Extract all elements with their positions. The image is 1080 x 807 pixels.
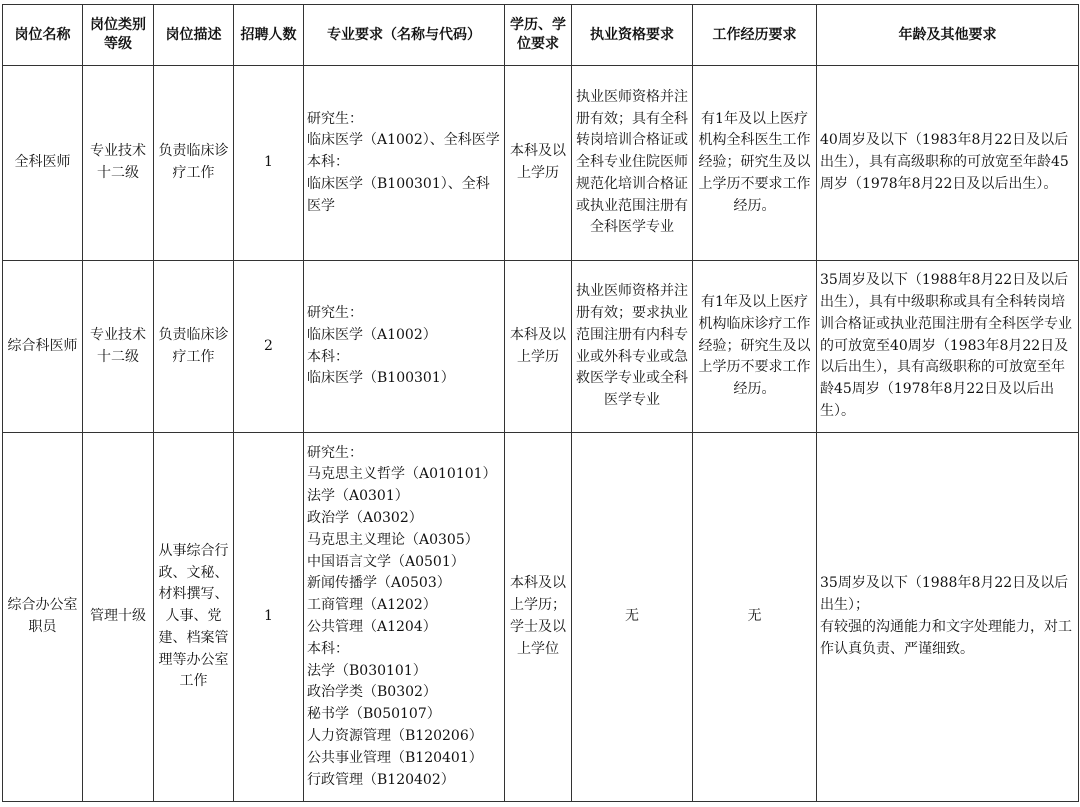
cell-position-name: 全科医师 xyxy=(3,66,83,261)
other-text: 40周岁及以下（1983年8月22日及以后出生），具有高级职称的可放宽至年龄45周岁（1978年8月22日及以后出生）。 xyxy=(820,132,1069,192)
cell-experience: 有1年及以上医疗机构临床诊疗工作经验；研究生及以上学历不要求工作经历。 xyxy=(693,261,817,433)
header-age-other: 年龄及其他要求 xyxy=(817,5,1079,66)
table-row xyxy=(3,261,1079,433)
cell-major-requirement xyxy=(304,261,505,433)
header-description: 岗位描述 xyxy=(154,5,234,66)
cell-major-requirement xyxy=(304,66,505,261)
header-headcount: 招聘人数 xyxy=(234,5,304,66)
header-qualification: 执业资格要求 xyxy=(572,5,693,66)
cell-qualification: 无 xyxy=(572,433,693,802)
cell-category-level: 专业技术十二级 xyxy=(83,66,154,261)
cell-description: 负责临床诊疗工作 xyxy=(154,261,234,433)
cell-experience: 无 xyxy=(693,433,817,802)
cell-major-requirement xyxy=(304,433,505,802)
major-text: 研究生： 马克思主义哲学（A010101） 法学（A0301） 政治学（A0302） 马克思主义理论（A0305） 中国语言文学（A0501） 新闻传播学（A0503） 工商管理（A1202） 公共管理（A1204） 本科： 法学（B030101） 政治学类（B0302） 秘书学（B050107） 人力资源管理（B120206） 公共事业管理（B120401） 行政管理（B120402） xyxy=(307,444,497,788)
cell-education: 本科及以上学历 xyxy=(505,261,572,433)
header-experience: 工作经历要求 xyxy=(693,5,817,66)
cell-experience: 有1年及以上医疗机构全科医生工作经验；研究生及以上学历不要求工作经历。 xyxy=(693,66,817,261)
cell-description: 从事综合行政、文秘、材料撰写、人事、党建、档案管理等办公室工作 xyxy=(154,433,234,802)
cell-age-other xyxy=(817,433,1079,802)
cell-age-other xyxy=(817,66,1079,261)
cell-headcount: 1 xyxy=(234,66,304,261)
other-text: 35周岁及以下（1988年8月22日及以后出生）； 有较强的沟通能力和文字处理能力，对工作认真负责、严谨细致。 xyxy=(820,575,1072,657)
cell-age-other xyxy=(817,261,1079,433)
header-position-name: 岗位名称 xyxy=(3,5,83,66)
header-major-requirement: 专业要求（名称与代码） xyxy=(304,5,505,66)
header-category-level: 岗位类别等级 xyxy=(83,5,154,66)
major-text: 研究生： 临床医学（A1002）、全科医学 本科： 临床医学（B100301）、全科医学 xyxy=(307,110,500,214)
table-row xyxy=(3,433,1079,802)
cell-headcount: 1 xyxy=(234,433,304,802)
cell-position-name: 综合办公室职员 xyxy=(3,433,83,802)
cell-education: 本科及以上学历 xyxy=(505,66,572,261)
major-text: 研究生： 临床医学（A1002） 本科： 临床医学（B100301） xyxy=(307,304,455,387)
header-education: 学历、学位要求 xyxy=(505,5,572,66)
cell-category-level: 管理十级 xyxy=(83,433,154,802)
recruitment-table xyxy=(2,4,1079,802)
cell-headcount: 2 xyxy=(234,261,304,433)
cell-description: 负责临床诊疗工作 xyxy=(154,66,234,261)
cell-qualification: 执业医师资格并注册有效；具有全科转岗培训合格证或全科专业住院医师规范化培训合格证或执业范围注册有全科医学专业 xyxy=(572,66,693,261)
cell-education: 本科及以上学历；学士及以上学位 xyxy=(505,433,572,802)
table-row xyxy=(3,66,1079,261)
header-row xyxy=(3,5,1079,66)
cell-position-name: 综合科医师 xyxy=(3,261,83,433)
cell-qualification: 执业医师资格并注册有效；要求执业范围注册有内科专业或外科专业或急救医学专业或全科医学专业 xyxy=(572,261,693,433)
other-text: 35周岁及以下（1988年8月22日及以后出生），具有中级职称或具有全科转岗培训合格证或执业范围注册有全科医学专业的可放宽至40周岁（1983年8月22日及以后出生），具有高级职称的可放宽至年龄45周岁（1978年8月22日及以后出生）。 xyxy=(820,272,1072,419)
cell-category-level: 专业技术十二级 xyxy=(83,261,154,433)
